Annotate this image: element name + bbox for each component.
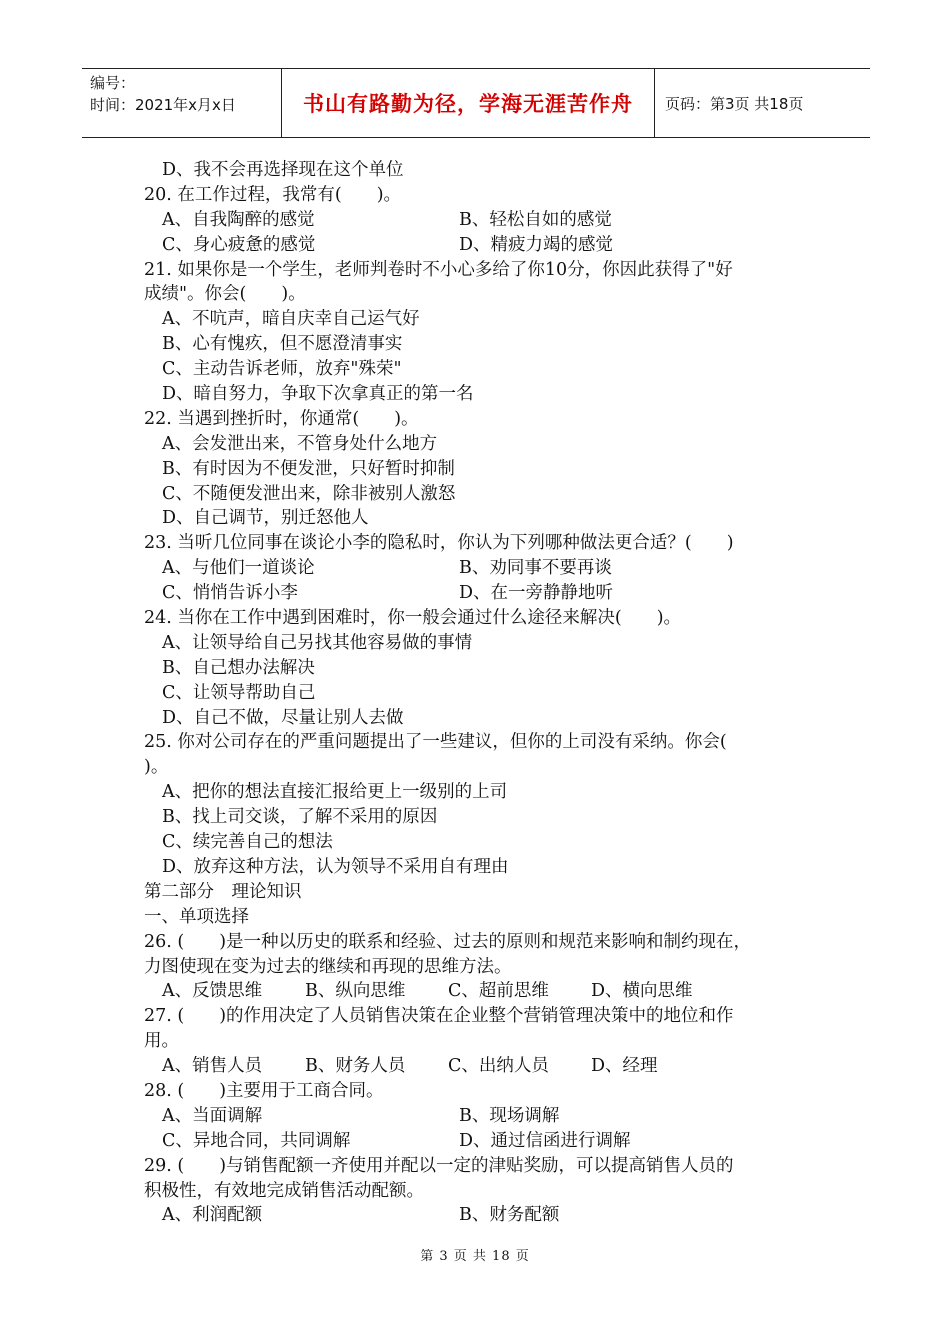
option-item: B、纵向思维 (305, 981, 406, 1002)
question-text-line: 力图使现在变为过去的继续和再现的思维方法。 (144, 956, 512, 977)
header-page-info: 页码：第3页 共18页 (665, 94, 804, 113)
option-right: B、现场调解 (459, 1105, 560, 1126)
document-body (144, 158, 812, 1228)
option-line: A、不吭声，暗自庆幸自己运气好 (162, 309, 420, 330)
option-line: B、自己想办法解决 (162, 657, 315, 678)
option-left: A、当面调解 (162, 1105, 263, 1126)
option-left: C、身心疲惫的感觉 (162, 234, 316, 255)
option-pair-row (144, 208, 812, 233)
option-line: D、自己调节，别迁怒他人 (162, 508, 369, 529)
option-line: D、我不会再选择现在这个单位 (162, 160, 404, 180)
option-item: D、经理 (591, 1056, 658, 1077)
option-left: C、异地合同，共同调解 (162, 1130, 351, 1151)
option-line: D、放弃这种方法，认为领导不采用自有理由 (162, 856, 509, 877)
question-text-line: 22. 当遇到挫折时，你通常( )。 (144, 408, 419, 429)
option-item: B、财务人员 (305, 1056, 406, 1077)
option-left: C、悄悄告诉小李 (162, 583, 298, 604)
option-line: C、不随便发泄出来，除非被别人激怒 (162, 483, 456, 504)
option-pair-row (144, 1203, 812, 1228)
header-number-label: 编号： (90, 74, 136, 92)
option-pair-row (144, 233, 812, 258)
option-item: A、销售人员 (162, 1056, 263, 1077)
option-pair-row (144, 1129, 812, 1154)
option-quad-row (144, 979, 812, 1004)
option-left: A、与他们一道谈论 (162, 558, 315, 579)
option-right: D、通过信函进行调解 (459, 1130, 631, 1151)
question-text-line: 24. 当你在工作中遇到困难时，你一般会通过什么途径来解决( )。 (144, 608, 682, 629)
question-text-line: 25. 你对公司存在的严重问题提出了一些建议，但你的上司没有采纳。你会( (144, 732, 727, 753)
option-pair-row (144, 581, 812, 606)
question-text-line: 用。 (144, 1031, 179, 1052)
option-line: A、让领导给自己另找其他容易做的事情 (162, 632, 473, 653)
option-line: B、找上司交谈，了解不采用的原因 (162, 807, 438, 828)
question-text-line: 第二部分 理论知识 (144, 881, 302, 902)
option-line: A、会发泄出来，不管身处什么地方 (162, 433, 438, 454)
option-quad-row (144, 1054, 812, 1079)
header-motto: 书山有路勤为径，学海无涯苦作舟 (282, 69, 655, 137)
option-item: D、横向思维 (591, 981, 693, 1002)
option-right: B、轻松自如的感觉 (459, 209, 612, 230)
option-line: A、把你的想法直接汇报给更上一级别的上司 (162, 782, 508, 803)
option-left: A、自我陶醉的感觉 (162, 209, 315, 230)
option-item: C、超前思维 (448, 981, 549, 1002)
question-text-line: 23. 当听几位同事在谈论小李的隐私时，你认为下列哪种做法更合适？( ) (144, 533, 734, 554)
page-header (82, 68, 870, 138)
option-line: D、暗自努力，争取下次拿真正的第一名 (162, 384, 474, 405)
option-pair-row (144, 1104, 812, 1129)
question-text-line: 成绩"。你会( )。 (144, 284, 306, 305)
option-line: C、让领导帮助自己 (162, 682, 316, 703)
question-text-line: 29. ( )与销售配额一齐使用并配以一定的津贴奖励，可以提高销售人员的 (144, 1155, 734, 1176)
header-date: 时间：2021年x月x日 (90, 96, 236, 114)
option-line: D、自己不做，尽量让别人去做 (162, 707, 404, 728)
option-line: B、有时因为不便发泄，只好暂时抑制 (162, 458, 455, 479)
question-text-line: 积极性，有效地完成销售活动配额。 (144, 1180, 424, 1201)
option-right: B、劝同事不要再谈 (459, 558, 612, 579)
option-right: D、精疲力竭的感觉 (459, 234, 614, 255)
option-item: A、反馈思维 (162, 981, 263, 1002)
option-pair-row (144, 556, 812, 581)
question-text-line: 27. ( )的作用决定了人员销售决策在企业整个营销管理决策中的地位和作 (144, 1006, 734, 1027)
header-meta (82, 69, 282, 137)
option-line: B、心有愧疚，但不愿澄清事实 (162, 334, 403, 355)
question-text-line: 20. 在工作过程，我常有( )。 (144, 184, 402, 205)
option-left: A、利润配额 (162, 1205, 263, 1226)
option-right: D、在一旁静静地听 (459, 583, 614, 604)
option-right: B、财务配额 (459, 1205, 560, 1226)
option-item: C、出纳人员 (448, 1056, 549, 1077)
question-text-line: 21. 如果你是一个学生，老师判卷时不小心多给了你10分，你因此获得了"好 (144, 259, 733, 280)
option-line: C、主动告诉老师，放弃"殊荣" (162, 359, 402, 380)
question-text-line: 一、单项选择 (144, 906, 249, 927)
page-footer: 第 3 页 共 18 页 (420, 1249, 530, 1264)
question-text-line: )。 (144, 757, 169, 778)
option-line: C、续完善自己的想法 (162, 832, 333, 853)
question-text-line: 28. ( )主要用于工商合同。 (144, 1080, 384, 1101)
question-text-line: 26. ( )是一种以历史的联系和经验、过去的原则和规范来影响和制约现在， (144, 931, 752, 952)
